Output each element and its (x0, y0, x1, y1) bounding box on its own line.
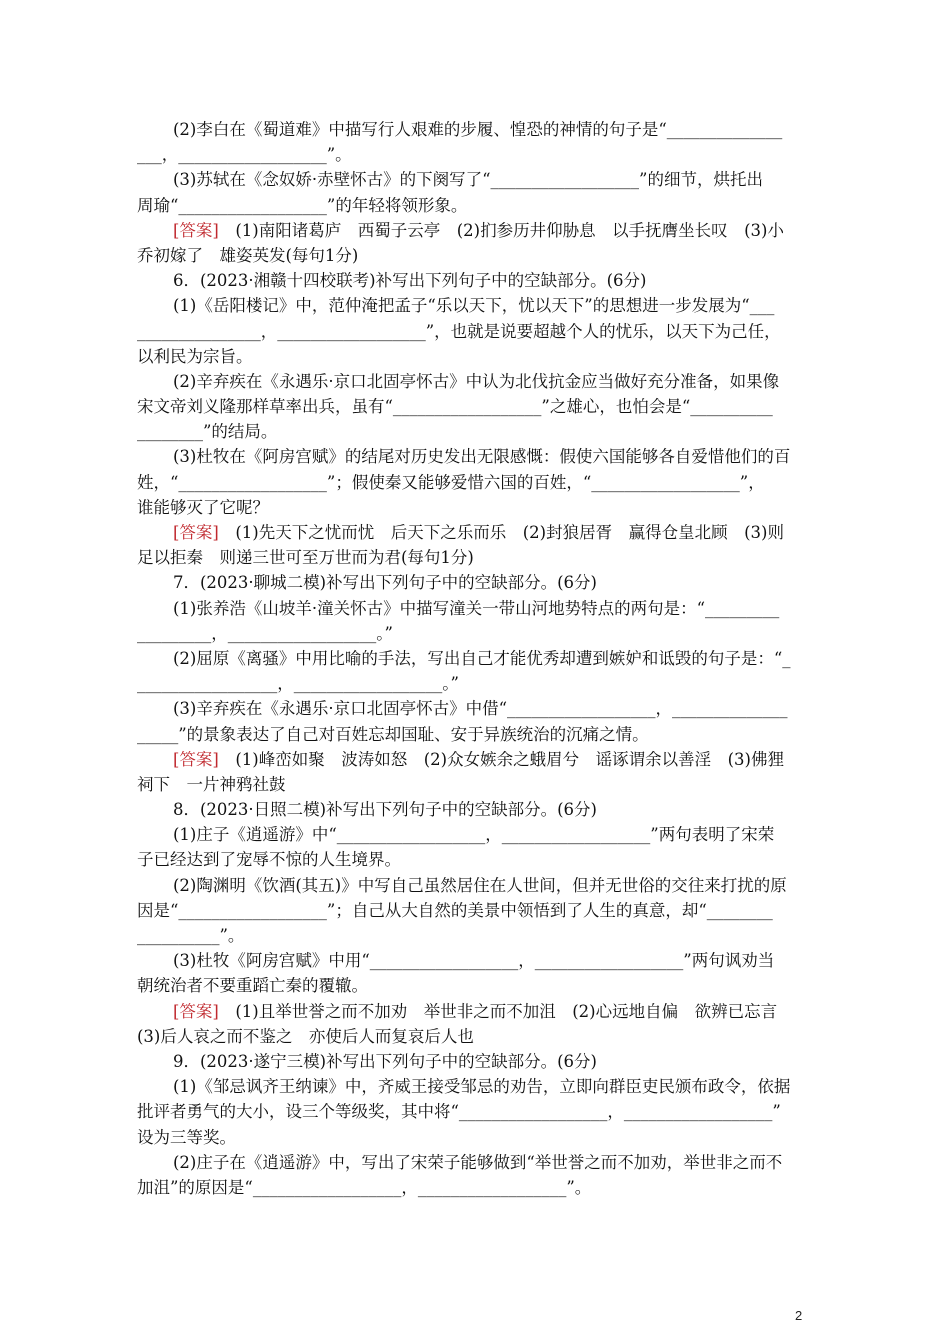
text-line: _______________，__________________”，也就是说要超越个人的忧乐，以天下为己任， (137, 321, 781, 341)
text-line: 因是“__________________”；自己从大自然的美景中领悟到了人生的真意，却“________ (137, 900, 773, 920)
text-line: 足以拒秦 则递三世可至万世而为君(每句1分) (137, 548, 474, 568)
answer-line (137, 520, 815, 545)
text-line: 祠下 一片神鸦社鼓 (137, 774, 286, 794)
answer-line (137, 218, 815, 243)
text-line: (2)庄子在《逍遥游》中，写出了宋荣子能够做到“举世誉之而不加劝，举世非之而不 (173, 1152, 783, 1172)
text-line: (3)后人哀之而不鉴之 亦使后人而复哀后人也 (137, 1026, 474, 1046)
text-line: (2)辛弃疾在《永遇乐·京口北固亭怀古》中认为北伐抗金应当做好充分准备，如果像 (173, 371, 780, 391)
text-line: 加沮”的原因是“__________________，__________________”。 (137, 1177, 592, 1197)
text-line: (2)李白在《蜀道难》中描写行人艰难的步履、惶恐的神情的句子是“______________ (173, 120, 783, 139)
text-line: (1)庄子《逍遥游》中“__________________，__________________”两句表明了宋荣 (173, 825, 775, 845)
text-line: 子已经达到了宠辱不惊的人生境界。 (137, 850, 401, 870)
answer-text: (1)且举世誉之而不加劝 举世非之而不加沮 (2)心远地自偏 欲辨已忘言 (235, 1001, 778, 1021)
answer-line (137, 999, 815, 1024)
answer-text: (1)先天下之忧而忧 后天下之乐而乐 (2)封狼居胥 赢得仓皇北顾 (3)则 (235, 523, 784, 542)
answer-label: [答案] (173, 523, 219, 542)
question-heading: 7．(2023·聊城二模)补写出下列句子中的空缺部分。(6分) (173, 573, 597, 593)
text-line: (1)张养浩《山坡羊·潼关怀古》中描写潼关一带山河地势特点的两句是：“_________ (173, 598, 780, 618)
page-content (137, 117, 815, 1200)
answer-label: [答案] (173, 1001, 219, 1021)
answer-text: (1)峰峦如聚 波涛如怒 (2)众女嫉余之蛾眉兮 谣诼谓余以善淫 (3)佛狸 (235, 749, 784, 769)
text-line: 朝统治者不要重蹈亡秦的覆辙。 (137, 976, 368, 996)
text-line: ___，__________________”。 (137, 145, 352, 165)
answer-label: [答案] (173, 749, 219, 769)
text-line: (2)屈原《离骚》中用比喻的手法，写出自己才能优秀却遭到嫉妒和诋毁的句子是：“_ (173, 648, 791, 668)
answer-label: [答案] (173, 220, 219, 240)
text-line: 批评者勇气的大小，设三个等级奖，其中将“__________________，__________________” (137, 1102, 781, 1122)
text-line: __________”。 (137, 926, 245, 945)
text-line: (3)苏轼在《念奴娇·赤壁怀古》的下阕写了“__________________”的细节，烘托出 (173, 170, 763, 190)
text-line: (3)杜牧在《阿房宫赋》的结尾对历史发出无限感慨：假使六国能够各自爱惜他们的百 (173, 447, 791, 467)
question-heading: 9．(2023·遂宁三模)补写出下列句子中的空缺部分。(6分) (173, 1051, 597, 1071)
text-line: 周瑜“__________________”的年轻将领形象。 (137, 195, 468, 215)
answer-line (137, 747, 815, 772)
question-heading: 8．(2023·日照二模)补写出下列句子中的空缺部分。(6分) (173, 800, 597, 820)
text-line: (2)陶渊明《饮酒(其五)》中写自己虽然居住在人世间，但并无世俗的交往来打扰的原 (173, 875, 787, 895)
text-line: _________________，__________________。” (137, 674, 459, 694)
text-line: ________”的结局。 (137, 422, 278, 442)
text-line: 谁能够灭了它呢？ (137, 497, 269, 517)
text-line: (1)《邹忌讽齐王纳谏》中，齐威王接受邹忌的劝告，立即向群臣吏民颁布政令，依据 (173, 1077, 791, 1097)
text-line: 姓，“__________________”；假使秦又能够爱惜六国的百姓，“__________________”， (137, 472, 765, 492)
question-heading: 6．(2023·湘赣十四校联考)补写出下列句子中的空缺部分。(6分) (173, 271, 647, 291)
page-number: 2 (795, 1308, 803, 1323)
text-line: _____”的景象表达了自己对百姓忘却国耻、安于异族统治的沉痛之情。 (137, 724, 649, 744)
text-line: _________，__________________。” (137, 623, 393, 643)
text-line: 宋文帝刘义隆那样草率出兵，虽有“__________________”之雄心，也怕会是“__________ (137, 397, 773, 417)
text-line: 乔初嫁了 雄姿英发(每句1分) (137, 245, 359, 265)
text-line: 以利民为宗旨。 (137, 346, 253, 366)
text-line: (3)杜牧《阿房宫赋》中用“__________________，__________________”两句讽劝当 (173, 951, 775, 971)
answer-text: (1)南阳诸葛庐 西蜀子云亭 (2)扪参历井仰胁息 以手抚膺坐长叹 (3)小 (235, 220, 784, 240)
text-line: (3)辛弃疾在《永遇乐·京口北固亭怀古》中借“__________________，______________ (173, 699, 788, 719)
text-line: (1)《岳阳楼记》中，范仲淹把孟子“乐以天下，忧以天下”的思想进一步发展为“___ (173, 296, 775, 316)
text-line: 设为三等奖。 (137, 1127, 236, 1147)
